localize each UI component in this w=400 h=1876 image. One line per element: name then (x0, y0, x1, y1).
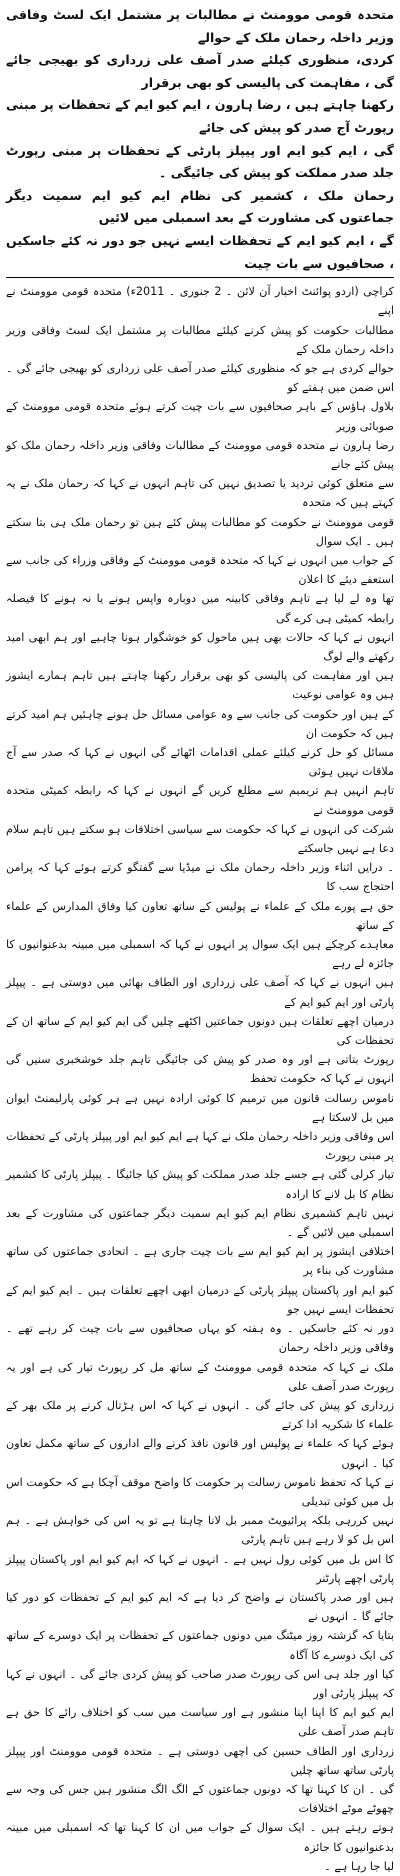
body-line: تھا وہ لے لیا ہے تاہم وفاقی کابینہ میں دوبارہ واپس ہونے یا نہ ہونے کا فیصلہ رابطہ کمیٹی ہی کرے گی (6, 592, 394, 625)
article-body (6, 282, 394, 1876)
body-line: ہیں اور مفاہمت کی پالیسی کو بھی برقرار رکھنا چاہتے ہیں تاہم ہمارے ایشوز ہیں وہ عوامی نوعیت (6, 669, 394, 702)
body-line: ناموس رسالت قانون میں ترمیم کا کوئی ارادہ نہیں ہے ہر کوئی پارلیمنٹ ایوان میں بل لاسکتا ہے (6, 1091, 394, 1124)
body-line: اس وفاقی وزیر داخلہ رحمان ملک نے کہا ہے ایم کیو ایم اور پیپلز پارٹی کے تحفظات پر مبنی رپورٹ (6, 1130, 394, 1163)
body-line: مطالبات حکومت کو پیش کرنے کیلئے مطالبات پر مشتمل ایک لسٹ وفاقی وزیر داخلہ رحمان ملک کے (6, 323, 394, 356)
body-line: معاہدے کرچکے ہیں ایک سوال پر انہوں نے کہا کہ اسمبلی میں مبینہ بدعنوانیوں کا جائزہ لے رہے (6, 938, 394, 971)
body-line: ہیں اور صدر پاکستان نے واضح کر دیا ہے کہ ایم کیو ایم کے تحفظات کو دور کیا جائے گا ۔ انہوں نے (6, 1590, 394, 1624)
body-line: درمیان اچھے تعلقات ہیں دونوں جماعتیں اکٹھے چلیں گی ایم کیو ایم کے ساتھ ان کے تحفظات کی (6, 1014, 394, 1048)
headline-divider (6, 277, 394, 278)
body-line: مسائل کو حل کرنے کیلئے عملی اقدامات اٹھائے گی انہوں نے کہا کہ صدر سے آج ملاقات نہیں ہوئی (6, 746, 394, 779)
body-line: کیو ایم اور پاکستان پیپلز پارٹی کے درمیان ابھی اچھے تعلقات ہیں ۔ ایم کیو ایم کے تحفظات ایسے نہیں جو (6, 1283, 394, 1316)
body-line: بتایا کہ گزشتہ روز میٹنگ میں دونوں جماعتوں کے تحفظات پر ایک دوسرے کے ساتھ کی ایک دوسرے کا آگاہ (6, 1629, 394, 1662)
body-line: زرداری اور الطاف حسین کی اچھی دوستی ہے ۔ متحدہ قومی موومنٹ اور پیپلز پارٹی ساتھ ساتھ چلیں (6, 1744, 394, 1777)
body-line: بلاول ہاؤس کے باہر صحافیوں سے بات چیت کرتے ہوئے متحدہ قومی موومنٹ کے صوبائی وزیر (6, 400, 394, 433)
body-line: اختلافی ایشوز پر ایم کیو ایم سے بات چیت جاری ہے ۔ اتحادی جماعتوں کی ساتھ مشاورت کی بناء پر (6, 1245, 394, 1278)
headline-line: رکھنا چاہتے ہیں ، رضا ہارون ، ایم کیو ایم کے تحفظات پر مبنی رپورٹ آج صدر کو پیش کی جائے (6, 97, 394, 135)
body-line: سے متعلق کوئی تردید یا تصدیق نہیں کی تاہم انہوں نے کہا کہ رحمان ملک نے یہ کہتے ہیں کہ متحدہ (6, 477, 394, 510)
body-line: ہوئے کہا کہ علماء نے پولیس اور قانون نافذ کرنے والے اداروں کے ساتھ مکمل تعاون کیا ۔ انہوں (6, 1437, 394, 1470)
body-line: ایم کیو ایم کا اپنا اپنا منشور ہے اور سیاست میں سب کو اختلاف رائے کا حق ہے تاہم صدر آصف علی (6, 1706, 394, 1739)
body-line: لیا جا رہا ہے ۔ (324, 1859, 394, 1873)
body-line: زرداری کو پیش کی جائے گی ۔ انہوں نے کہا کہ اس ہڑتال کرنے پر ملک بھر کے علماء کا شکریہ ادا کرتے (6, 1398, 394, 1432)
body-line: حوالے کردی ہے جو کہ منظوری کیلئے صدر آصف علی زرداری کو بھیجی جائے گی ۔ اس ضمن میں ہفتے کو (6, 361, 394, 395)
headline-line: گی ، ایم کیو ایم اور پیپلز پارٹی کے تحفظات پر مبنی رپورٹ جلد صدر مملکت کو پیش کی جائیگی ۔ (6, 142, 394, 181)
body-line: شرکت کی انہوں نے کہا کہ حکومت سے سیاسی اختلافات ہو سکتے ہیں تاہم سلام دعا ہے نہیں جاسکتے (6, 822, 394, 856)
body-line: انہوں نے کہا کہ حالات بھی ہیں ماحول کو خوشگوار ہونا چاہیے اور ہم ابھی امید رکھتے والے لوگ (6, 630, 394, 663)
body-line: ہیں انہوں نے کہا کہ آصف علی زرداری اور الطاف بھائی میں دوستی ہے ۔ پیپلز پارٹی اور ایم کیو ایم کے (6, 976, 394, 1009)
body-line: نہیں تاہم کشمیری نظام ایم کیو ایم سمیت دیگر جماعتوں کی مشاورت کے بعد اسمبلی میں لائیں گے ۔ (6, 1206, 394, 1240)
body-line: کراچی (اردو پوائنٹ اخبار آن لائن ۔ 2 جنوری ۔ 2011ء) متحدہ قومی موومنٹ نے اپنے (6, 285, 394, 318)
body-line: حق ہے پورے ملک کے علماء نے پولیس کے ساتھ تعاون کیا وفاق المدارس کے علماء کے ساتھ (6, 899, 394, 932)
body-line: نے کہا کہ تحفظ ناموس رسالت پر حکومت کا واضح موقف آچکا ہے کہ حکومت اس بل میں کوئی تبدیلی (6, 1475, 394, 1508)
body-line: ملک نے کہا کہ متحدہ قومی موومنٹ کے ساتھ مل کر رپورٹ تیار کی ہے اور یہ رپورٹ صدر آصف علی (6, 1360, 394, 1393)
body-line: نہیں کررہی بلکہ پرائیویٹ ممبر بل لانا چاہتا ہے تو یہ اس کی خواہش ہے ۔ ہم اس بل کو لا رہے ہیں تاہم پارٹی (6, 1514, 394, 1547)
headline-line: متحدہ قومی موومنٹ نے مطالبات پر مشتمل ایک لسٹ وفاقی وزیر داخلہ رحمان ملک کے حوالے (6, 7, 394, 45)
body-line: کے ہیں اور حکومت کی جانب سے وہ عوامی مسائل حل ہونے چاہئیں ہم امید کرتے ہیں کہ حکومت ان (6, 707, 394, 740)
headline-line: گے ، ایم کیو ایم کے تحفظات ایسے نہیں جو دور نہ کئے جاسکیں ، صحافیوں سے بات چیت (6, 232, 394, 271)
body-line: ۔ درایں اثناء وزیر داخلہ رحمان ملک نے میڈیا سے گفتگو کرتے ہوئے کہا کہ پرامن احتجاج سب کا (6, 861, 394, 894)
body-line: کا اس بل میں کوئی رول نہیں ہے ۔ انہوں نے کہا کہ ایم کیو ایم اور پاکستان پیپلز پارٹی اچھے پارٹنر (6, 1552, 394, 1585)
body-line: ہوتے رہتے ہیں ۔ ایک سوال کے جواب میں ان کا کہنا تھا کہ اسمبلی میں مبینہ بدعنوانیوں کا جائزہ (6, 1821, 394, 1854)
body-line: رپورٹ بتاتی ہے اور وہ صدر کو پیش کی جائیگی تاہم جلد خوشخبری سنیں گی انہوں نے کہا کہ حکومت تحفظ (6, 1053, 394, 1086)
headline-line: رحمان ملک ، کشمیر کی نظام ایم کیو ایم سمیت دیگر جماعتوں کی مشاورت کے بعد اسمبلی میں لائیں (6, 187, 394, 226)
body-line: کے جواب میں انہوں نے کہا کہ متحدہ قومی موومنٹ کے وفاقی وزراء کی جانب سے استعفے دیئے کا اعلان (6, 553, 394, 587)
body-line: گی ۔ ان کا کہنا تھا کہ دونوں جماعتوں کے الگ الگ منشور ہیں جس کی وجہ سے چھوٹے موٹے اختلافات (6, 1782, 394, 1816)
headline-line: کردی، منظوری کیلئے صدر آصف علی زرداری کو بھیجی جائے گی ، مفاہمت کی پالیسی کو بھی برقرار (6, 52, 394, 90)
article-headline (6, 4, 394, 275)
body-line: قومی موومنٹ نے حکومت کو مطالبات پیش کئے ہیں تو رحمان ملک ہی بتا سکتے ہیں ۔ ایک سوال (6, 515, 394, 548)
body-line: تاہم انہیں ہم تریمیم سے مطلع کریں گے انہوں نے کہا کہ رابطہ کمیٹی متحدہ قومی موومنٹ نے (6, 784, 394, 817)
body-line: تیار کرلی گئی ہے جسے جلد صدر مملکت کو پیش کیا جائیگا ۔ پیپلز پارٹی کا کشمیر نظام کا بل لانے کا ارادہ (6, 1168, 394, 1201)
body-line: دور نہ کئے جاسکیں ۔ وہ ہفتہ کو یہاں صحافیوں سے بات چیت کر رہے تھے ۔ وفاقی وزیر داخلہ رحمان (6, 1322, 394, 1355)
body-line: کیا اور جلد ہی اس کی رپورٹ صدر صاحب کو پیش کردی جائے گی ۔ انہوں نے کہا کہ پیپلز پارٹی اور (6, 1667, 394, 1700)
body-line: رضا ہارون نے متحدہ قومی موومنٹ کے مطالبات وفاقی وزیر داخلہ رحمان ملک کو پیش کئے جانے (6, 438, 394, 471)
